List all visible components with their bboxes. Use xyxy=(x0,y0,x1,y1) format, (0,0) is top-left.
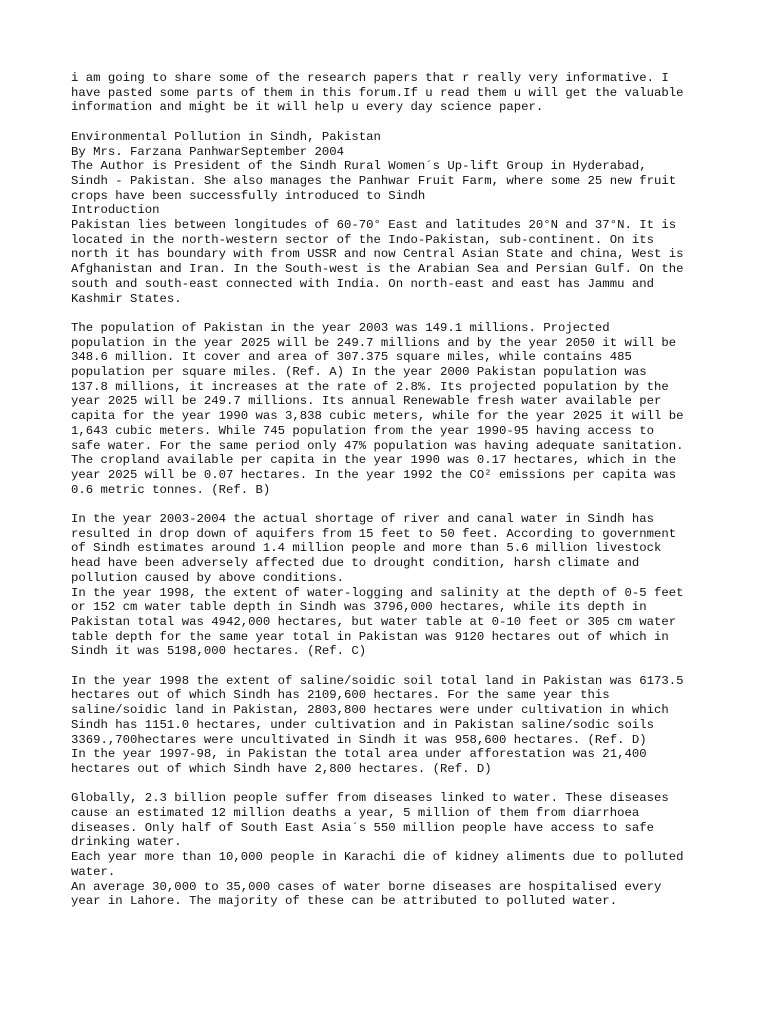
paragraph xyxy=(71,130,707,306)
paragraph xyxy=(71,674,707,777)
text-line: safe water. For the same period only 47% population was having adequate sanitation. xyxy=(71,438,684,453)
text-line: capita for the year 1990 was 3,838 cubic meters, while for the year 2025 it will be xyxy=(71,409,684,424)
text-line: north it has boundary with from USSR and now Central Asian State and china, West is xyxy=(71,247,684,262)
text-line: Each year more than 10,000 people in Karachi die of kidney aliments due to polluted xyxy=(71,850,684,865)
text-line: year 2025 will be 249.7 millions. Its annual Renewable fresh water available per xyxy=(71,394,662,409)
text-line: In the year 2003-2004 the actual shortage of river and canal water in Sindh has xyxy=(71,512,654,527)
text-line: pollution caused by above conditions. xyxy=(71,570,345,585)
text-line: cause an estimated 12 million deaths a year, 5 million of them from diarrhoea xyxy=(71,806,640,821)
text-line: Kashmir States. xyxy=(71,291,182,306)
text-line: Sindh - Pakistan. She also manages the Panhwar Fruit Farm, where some 25 new fruit xyxy=(71,173,677,188)
text-line: 0.6 metric tonnes. (Ref. B) xyxy=(71,482,271,497)
text-line: population in the year 2025 will be 249.7 millions and by the year 2050 it will be xyxy=(71,335,677,350)
text-line: Afghanistan and Iran. In the South-west is the Arabian Sea and Persian Gulf. On the xyxy=(71,262,684,277)
text-line: In the year 1998 the extent of saline/soidic soil total land in Pakistan was 6173.5 xyxy=(71,673,684,688)
paragraph xyxy=(71,791,707,909)
text-line: south and south-east connected with India. On north-east and east has Jammu and xyxy=(71,276,654,291)
text-line: population per square miles. (Ref. A) In the year 2000 Pakistan population was xyxy=(71,365,647,380)
text-line: Environmental Pollution in Sindh, Pakistan xyxy=(71,129,381,144)
text-line: 137.8 millions, it increases at the rate of 2.8%. Its projected population by the xyxy=(71,379,669,394)
text-line: head have been adversely affected due to drought condition, harsh climate and xyxy=(71,556,640,571)
text-line: Pakistan total was 4942,000 hectares, but water table at 0-10 feet or 305 cm water xyxy=(71,614,677,629)
text-line: hectares out of which Sindh have 2,800 hectares. (Ref. D) xyxy=(71,761,492,776)
text-line: diseases. Only half of South East Asia´s 550 million people have access to safe xyxy=(71,820,654,835)
text-line: Pakistan lies between longitudes of 60-70° East and latitudes 20°N and 37°N. It is xyxy=(71,218,677,233)
document-body xyxy=(71,71,707,909)
text-line: of Sindh estimates around 1.4 million people and more than 5.6 million livestock xyxy=(71,541,662,556)
text-line: The population of Pakistan in the year 2003 was 149.1 millions. Projected xyxy=(71,320,610,335)
text-line: By Mrs. Farzana PanhwarSeptember 2004 xyxy=(71,144,345,159)
text-line: The cropland available per capita in the year 1990 was 0.17 hectares, which in the xyxy=(71,453,677,468)
paragraph xyxy=(71,321,707,497)
text-line: water. xyxy=(71,864,116,879)
text-line: Globally, 2.3 billion people suffer from diseases linked to water. These diseases xyxy=(71,791,669,806)
text-line: crops have been successfully introduced to Sindh xyxy=(71,188,426,203)
text-line: information and might be it will help u every day science paper. xyxy=(71,100,544,115)
text-line: Introduction xyxy=(71,203,160,218)
text-line: 1,643 cubic meters. While 745 population from the year 1990-95 having access to xyxy=(71,423,654,438)
text-line: Sindh it was 5198,000 hectares. (Ref. C) xyxy=(71,644,367,659)
text-line: 3369.,700hectares were uncultivated in Sindh it was 958,600 hectares. (Ref. D) xyxy=(71,732,647,747)
text-line: year in Lahore. The majority of these can be attributed to polluted water. xyxy=(71,894,618,909)
text-line: hectares out of which Sindh has 2109,600 hectares. For the same year this xyxy=(71,688,610,703)
text-line: In the year 1998, the extent of water-logging and salinity at the depth of 0-5 feet xyxy=(71,585,684,600)
text-line: In the year 1997-98, in Pakistan the total area under afforestation was 21,400 xyxy=(71,747,647,762)
text-line: resulted in drop down of aquifers from 15 feet to 50 feet. According to government xyxy=(71,526,677,541)
text-line: or 152 cm water table depth in Sindh was 3796,000 hectares, while its depth in xyxy=(71,600,647,615)
paragraph xyxy=(71,512,707,659)
paragraph xyxy=(71,71,707,115)
text-line: i am going to share some of the research papers that r really very informative. I xyxy=(71,71,669,85)
text-line: table depth for the same year total in Pakistan was 9120 hectares out of which in xyxy=(71,629,669,644)
text-line: The Author is President of the Sindh Rural Women´s Up-lift Group in Hyderabad, xyxy=(71,159,647,174)
text-line: 348.6 million. It cover and area of 307.375 square miles, while contains 485 xyxy=(71,350,632,365)
text-line: have pasted some parts of them in this forum.If u read them u will get the valuable xyxy=(71,85,684,100)
text-line: saline/soidic land in Pakistan, 2803,800 hectares were under cultivation in which xyxy=(71,703,669,718)
text-line: Sindh has 1151.0 hectares, under cultivation and in Pakistan saline/sodic soils xyxy=(71,717,654,732)
text-line: year 2025 will be 0.07 hectares. In the year 1992 the CO² emissions per capita was xyxy=(71,467,677,482)
text-line: drinking water. xyxy=(71,835,182,850)
text-line: An average 30,000 to 35,000 cases of water borne diseases are hospitalised every xyxy=(71,879,662,894)
text-line: located in the north-western sector of the Indo-Pakistan, sub-continent. On its xyxy=(71,232,654,247)
